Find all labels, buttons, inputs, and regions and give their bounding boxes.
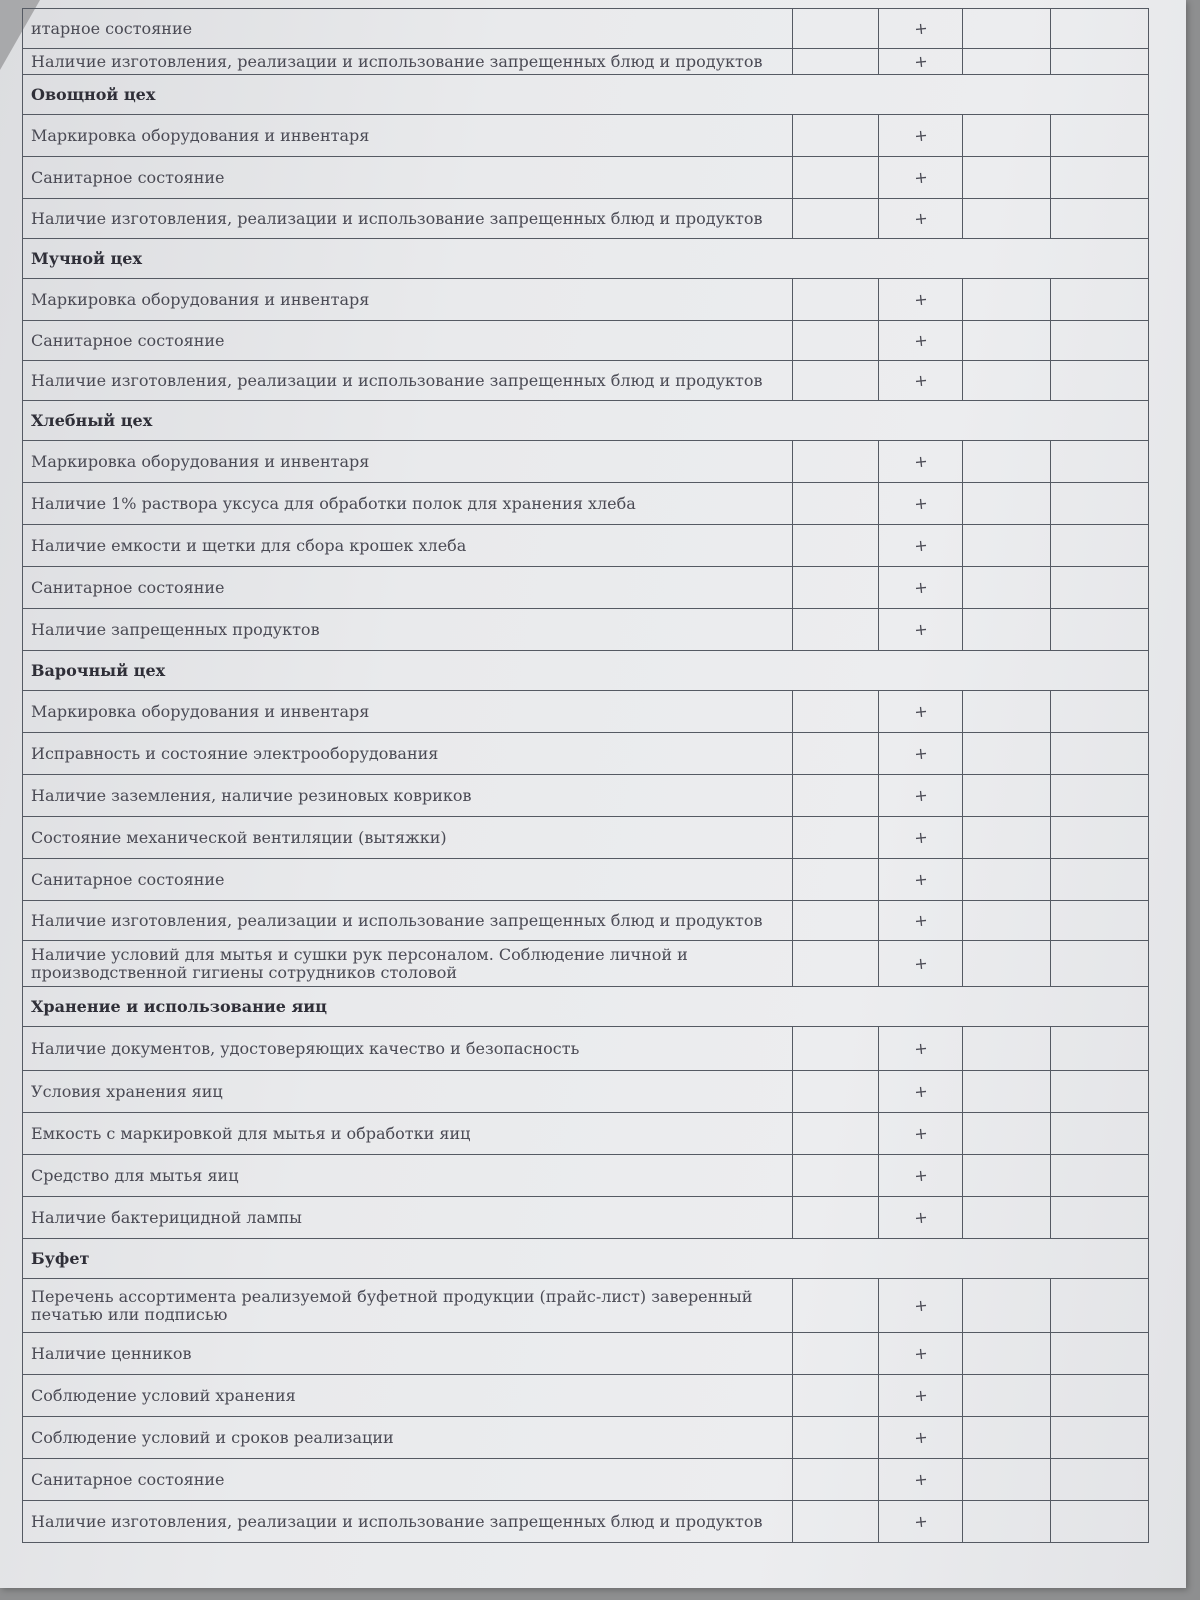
empty-cell	[793, 525, 879, 567]
empty-cell	[1051, 115, 1149, 157]
empty-cell	[1051, 1333, 1149, 1375]
handwritten-check-mark: +	[876, 1022, 964, 1075]
empty-cell	[793, 49, 879, 75]
checklist-item-row	[23, 1417, 1149, 1459]
empty-cell	[793, 1501, 879, 1543]
handwritten-check-mark: +	[877, 1370, 965, 1421]
empty-cell	[963, 441, 1051, 483]
handwritten-check-mark: +	[877, 1150, 965, 1201]
checklist-item-row	[23, 901, 1149, 941]
empty-cell	[793, 321, 879, 361]
empty-cell	[1051, 1197, 1149, 1239]
handwritten-check-mark: +	[877, 316, 965, 365]
empty-cell	[963, 859, 1051, 901]
checklist-item-row	[23, 321, 1149, 361]
checklist-item-row	[23, 49, 1149, 75]
section-header-row	[23, 1239, 1149, 1279]
checklist-item-row	[23, 609, 1149, 651]
empty-cell	[963, 1071, 1051, 1113]
empty-cell	[963, 199, 1051, 239]
handwritten-check-mark: +	[877, 436, 965, 487]
empty-cell	[793, 901, 879, 941]
checklist-item-row	[23, 775, 1149, 817]
checklist-item-row	[23, 1459, 1149, 1501]
criterion-text: Емкость с маркировкой для мытья и обработки яиц	[23, 1113, 793, 1155]
checklist-body	[23, 9, 1149, 1543]
empty-cell	[963, 1197, 1051, 1239]
checklist-item-row	[23, 1333, 1149, 1375]
empty-cell	[1051, 1113, 1149, 1155]
empty-cell	[793, 609, 879, 651]
criterion-text: итарное состояние	[23, 9, 793, 49]
checklist-item-row	[23, 361, 1149, 401]
handwritten-check-mark: +	[877, 1496, 965, 1547]
handwritten-check-mark: +	[877, 44, 963, 79]
empty-cell	[793, 1279, 879, 1333]
section-header-row	[23, 401, 1149, 441]
handwritten-check-mark: +	[876, 936, 964, 991]
criterion-text: Наличие бактерицидной лампы	[23, 1197, 793, 1239]
section-title: Овощной цех	[23, 75, 1149, 115]
checklist-item-row	[23, 199, 1149, 239]
checklist-item-row	[23, 691, 1149, 733]
empty-cell	[793, 441, 879, 483]
section-header-row	[23, 239, 1149, 279]
handwritten-check-mark: +	[877, 854, 965, 905]
criterion-text: Наличие 1% раствора уксуса для обработки полок для хранения хлеба	[23, 483, 793, 525]
empty-cell	[963, 609, 1051, 651]
checklist-item-row	[23, 817, 1149, 859]
empty-cell	[963, 567, 1051, 609]
empty-cell	[793, 1113, 879, 1155]
empty-cell	[963, 1279, 1051, 1333]
empty-cell	[1051, 1155, 1149, 1197]
section-title: Варочный цех	[23, 651, 1149, 691]
empty-cell	[963, 1113, 1051, 1155]
empty-cell	[1051, 733, 1149, 775]
checklist-item-row	[23, 525, 1149, 567]
empty-cell	[793, 157, 879, 199]
criterion-text: Санитарное состояние	[23, 567, 793, 609]
checklist-item-row	[23, 1501, 1149, 1543]
empty-cell	[793, 691, 879, 733]
empty-cell	[793, 859, 879, 901]
criterion-text: Условия хранения яиц	[23, 1071, 793, 1113]
empty-cell	[793, 279, 879, 321]
empty-cell	[1051, 1071, 1149, 1113]
empty-cell	[1051, 901, 1149, 941]
criterion-text: Соблюдение условий и сроков реализации	[23, 1417, 793, 1459]
criterion-text: Санитарное состояние	[23, 1459, 793, 1501]
checklist-item-row	[23, 483, 1149, 525]
empty-cell	[963, 775, 1051, 817]
empty-cell	[963, 691, 1051, 733]
empty-cell	[963, 1027, 1051, 1071]
criterion-text: Состояние механической вентиляции (вытяжки)	[23, 817, 793, 859]
empty-cell	[963, 483, 1051, 525]
section-header-row	[23, 987, 1149, 1027]
empty-cell	[963, 817, 1051, 859]
checklist-item-row	[23, 1279, 1149, 1333]
criterion-text: Санитарное состояние	[23, 859, 793, 901]
checklist-item-row	[23, 157, 1149, 199]
criterion-text: Наличие условий для мытья и сушки рук персоналом. Соблюдение личной и производственной гигиены сотрудников столовой	[23, 941, 793, 987]
handwritten-check-mark: +	[877, 274, 965, 325]
section-title: Хранение и использование яиц	[23, 987, 1149, 1027]
checklist-table	[22, 8, 1149, 1543]
section-header-row	[23, 75, 1149, 115]
checklist-item-row	[23, 1375, 1149, 1417]
empty-cell	[1051, 775, 1149, 817]
criterion-text: Наличие емкости и щетки для сбора крошек хлеба	[23, 525, 793, 567]
empty-cell	[793, 1027, 879, 1071]
empty-cell	[1051, 817, 1149, 859]
empty-cell	[963, 1501, 1051, 1543]
empty-cell	[963, 279, 1051, 321]
empty-cell	[1051, 483, 1149, 525]
empty-cell	[793, 817, 879, 859]
handwritten-check-mark: +	[877, 770, 965, 821]
handwritten-check-mark: +	[877, 896, 965, 945]
section-title: Хлебный цех	[23, 401, 1149, 441]
handwritten-check-mark: +	[877, 194, 965, 243]
criterion-text: Наличие ценников	[23, 1333, 793, 1375]
handwritten-check-mark: +	[877, 604, 965, 655]
empty-cell	[1051, 859, 1149, 901]
empty-cell	[793, 1197, 879, 1239]
empty-cell	[1051, 1417, 1149, 1459]
empty-cell	[1051, 941, 1149, 987]
empty-cell	[793, 941, 879, 987]
handwritten-check-mark: +	[877, 356, 965, 405]
empty-cell	[963, 525, 1051, 567]
empty-cell	[793, 361, 879, 401]
checklist-item-row	[23, 9, 1149, 49]
handwritten-check-mark: +	[876, 1274, 965, 1336]
empty-cell	[963, 901, 1051, 941]
handwritten-check-mark: +	[877, 562, 965, 613]
handwritten-check-mark: +	[877, 812, 965, 863]
criterion-text: Санитарное состояние	[23, 157, 793, 199]
criterion-text: Наличие изготовления, реализации и использование запрещенных блюд и продуктов	[23, 199, 793, 239]
empty-cell	[793, 1417, 879, 1459]
empty-cell	[963, 49, 1051, 75]
empty-cell	[793, 1375, 879, 1417]
handwritten-check-mark: +	[877, 152, 965, 203]
criterion-text: Наличие изготовления, реализации и использование запрещенных блюд и продуктов	[23, 49, 793, 75]
empty-cell	[1051, 49, 1149, 75]
section-header-row	[23, 651, 1149, 691]
empty-cell	[1051, 9, 1149, 49]
empty-cell	[963, 941, 1051, 987]
empty-cell	[963, 361, 1051, 401]
empty-cell	[1051, 609, 1149, 651]
empty-cell	[963, 1333, 1051, 1375]
handwritten-check-mark: +	[877, 520, 965, 571]
handwritten-check-mark: +	[877, 4, 965, 53]
section-title: Буфет	[23, 1239, 1149, 1279]
handwritten-check-mark: +	[877, 1412, 965, 1463]
criterion-text: Исправность и состояние электрооборудования	[23, 733, 793, 775]
empty-cell	[1051, 567, 1149, 609]
checklist-item-row	[23, 1197, 1149, 1239]
empty-cell	[963, 1375, 1051, 1417]
criterion-text: Наличие изготовления, реализации и использование запрещенных блюд и продуктов	[23, 901, 793, 941]
empty-cell	[793, 1459, 879, 1501]
criterion-text: Маркировка оборудования и инвентаря	[23, 441, 793, 483]
empty-cell	[963, 9, 1051, 49]
empty-cell	[1051, 199, 1149, 239]
handwritten-check-mark: +	[877, 686, 965, 737]
criterion-text: Перечень ассортимента реализуемой буфетной продукции (прайс-лист) заверенный печатью или подписью	[23, 1279, 793, 1333]
checklist-item-row	[23, 279, 1149, 321]
empty-cell	[963, 1459, 1051, 1501]
empty-cell	[1051, 441, 1149, 483]
empty-cell	[1051, 525, 1149, 567]
empty-cell	[1051, 1501, 1149, 1543]
empty-cell	[1051, 279, 1149, 321]
empty-cell	[963, 321, 1051, 361]
checklist-item-row	[23, 733, 1149, 775]
empty-cell	[793, 733, 879, 775]
criterion-text: Наличие изготовления, реализации и использование запрещенных блюд и продуктов	[23, 361, 793, 401]
empty-cell	[963, 1155, 1051, 1197]
criterion-text: Маркировка оборудования и инвентаря	[23, 279, 793, 321]
empty-cell	[1051, 1375, 1149, 1417]
handwritten-check-mark: +	[877, 1108, 965, 1159]
empty-cell	[1051, 157, 1149, 199]
empty-cell	[793, 1333, 879, 1375]
criterion-text: Соблюдение условий хранения	[23, 1375, 793, 1417]
empty-cell	[1051, 1279, 1149, 1333]
empty-cell	[963, 115, 1051, 157]
checklist-item-row	[23, 859, 1149, 901]
criterion-text: Маркировка оборудования и инвентаря	[23, 691, 793, 733]
empty-cell	[793, 1155, 879, 1197]
empty-cell	[793, 483, 879, 525]
checklist-item-row	[23, 567, 1149, 609]
handwritten-check-mark: +	[877, 1192, 965, 1243]
empty-cell	[963, 1417, 1051, 1459]
empty-cell	[793, 1071, 879, 1113]
criterion-text: Наличие заземления, наличие резиновых ковриков	[23, 775, 793, 817]
section-title: Мучной цех	[23, 239, 1149, 279]
handwritten-check-mark: +	[877, 1328, 965, 1379]
checklist-item-row	[23, 1071, 1149, 1113]
empty-cell	[1051, 321, 1149, 361]
handwritten-check-mark: +	[877, 1454, 965, 1505]
empty-cell	[793, 775, 879, 817]
checklist-item-row	[23, 941, 1149, 987]
checklist-item-row	[23, 1113, 1149, 1155]
empty-cell	[793, 199, 879, 239]
checklist-item-row	[23, 1155, 1149, 1197]
criterion-text: Средство для мытья яиц	[23, 1155, 793, 1197]
checklist-item-row	[23, 115, 1149, 157]
criterion-text: Наличие запрещенных продуктов	[23, 609, 793, 651]
handwritten-check-mark: +	[877, 1066, 965, 1117]
criterion-text: Маркировка оборудования и инвентаря	[23, 115, 793, 157]
empty-cell	[963, 733, 1051, 775]
empty-cell	[1051, 1459, 1149, 1501]
checklist-item-row	[23, 441, 1149, 483]
handwritten-check-mark: +	[877, 478, 965, 529]
handwritten-check-mark: +	[877, 728, 965, 779]
empty-cell	[1051, 1027, 1149, 1071]
empty-cell	[1051, 361, 1149, 401]
criterion-text: Санитарное состояние	[23, 321, 793, 361]
empty-cell	[963, 157, 1051, 199]
empty-cell	[793, 9, 879, 49]
handwritten-check-mark: +	[877, 110, 965, 161]
criterion-text: Наличие изготовления, реализации и использование запрещенных блюд и продуктов	[23, 1501, 793, 1543]
checklist-item-row	[23, 1027, 1149, 1071]
empty-cell	[793, 115, 879, 157]
criterion-text: Наличие документов, удостоверяющих качество и безопасность	[23, 1027, 793, 1071]
empty-cell	[1051, 691, 1149, 733]
empty-cell	[793, 567, 879, 609]
